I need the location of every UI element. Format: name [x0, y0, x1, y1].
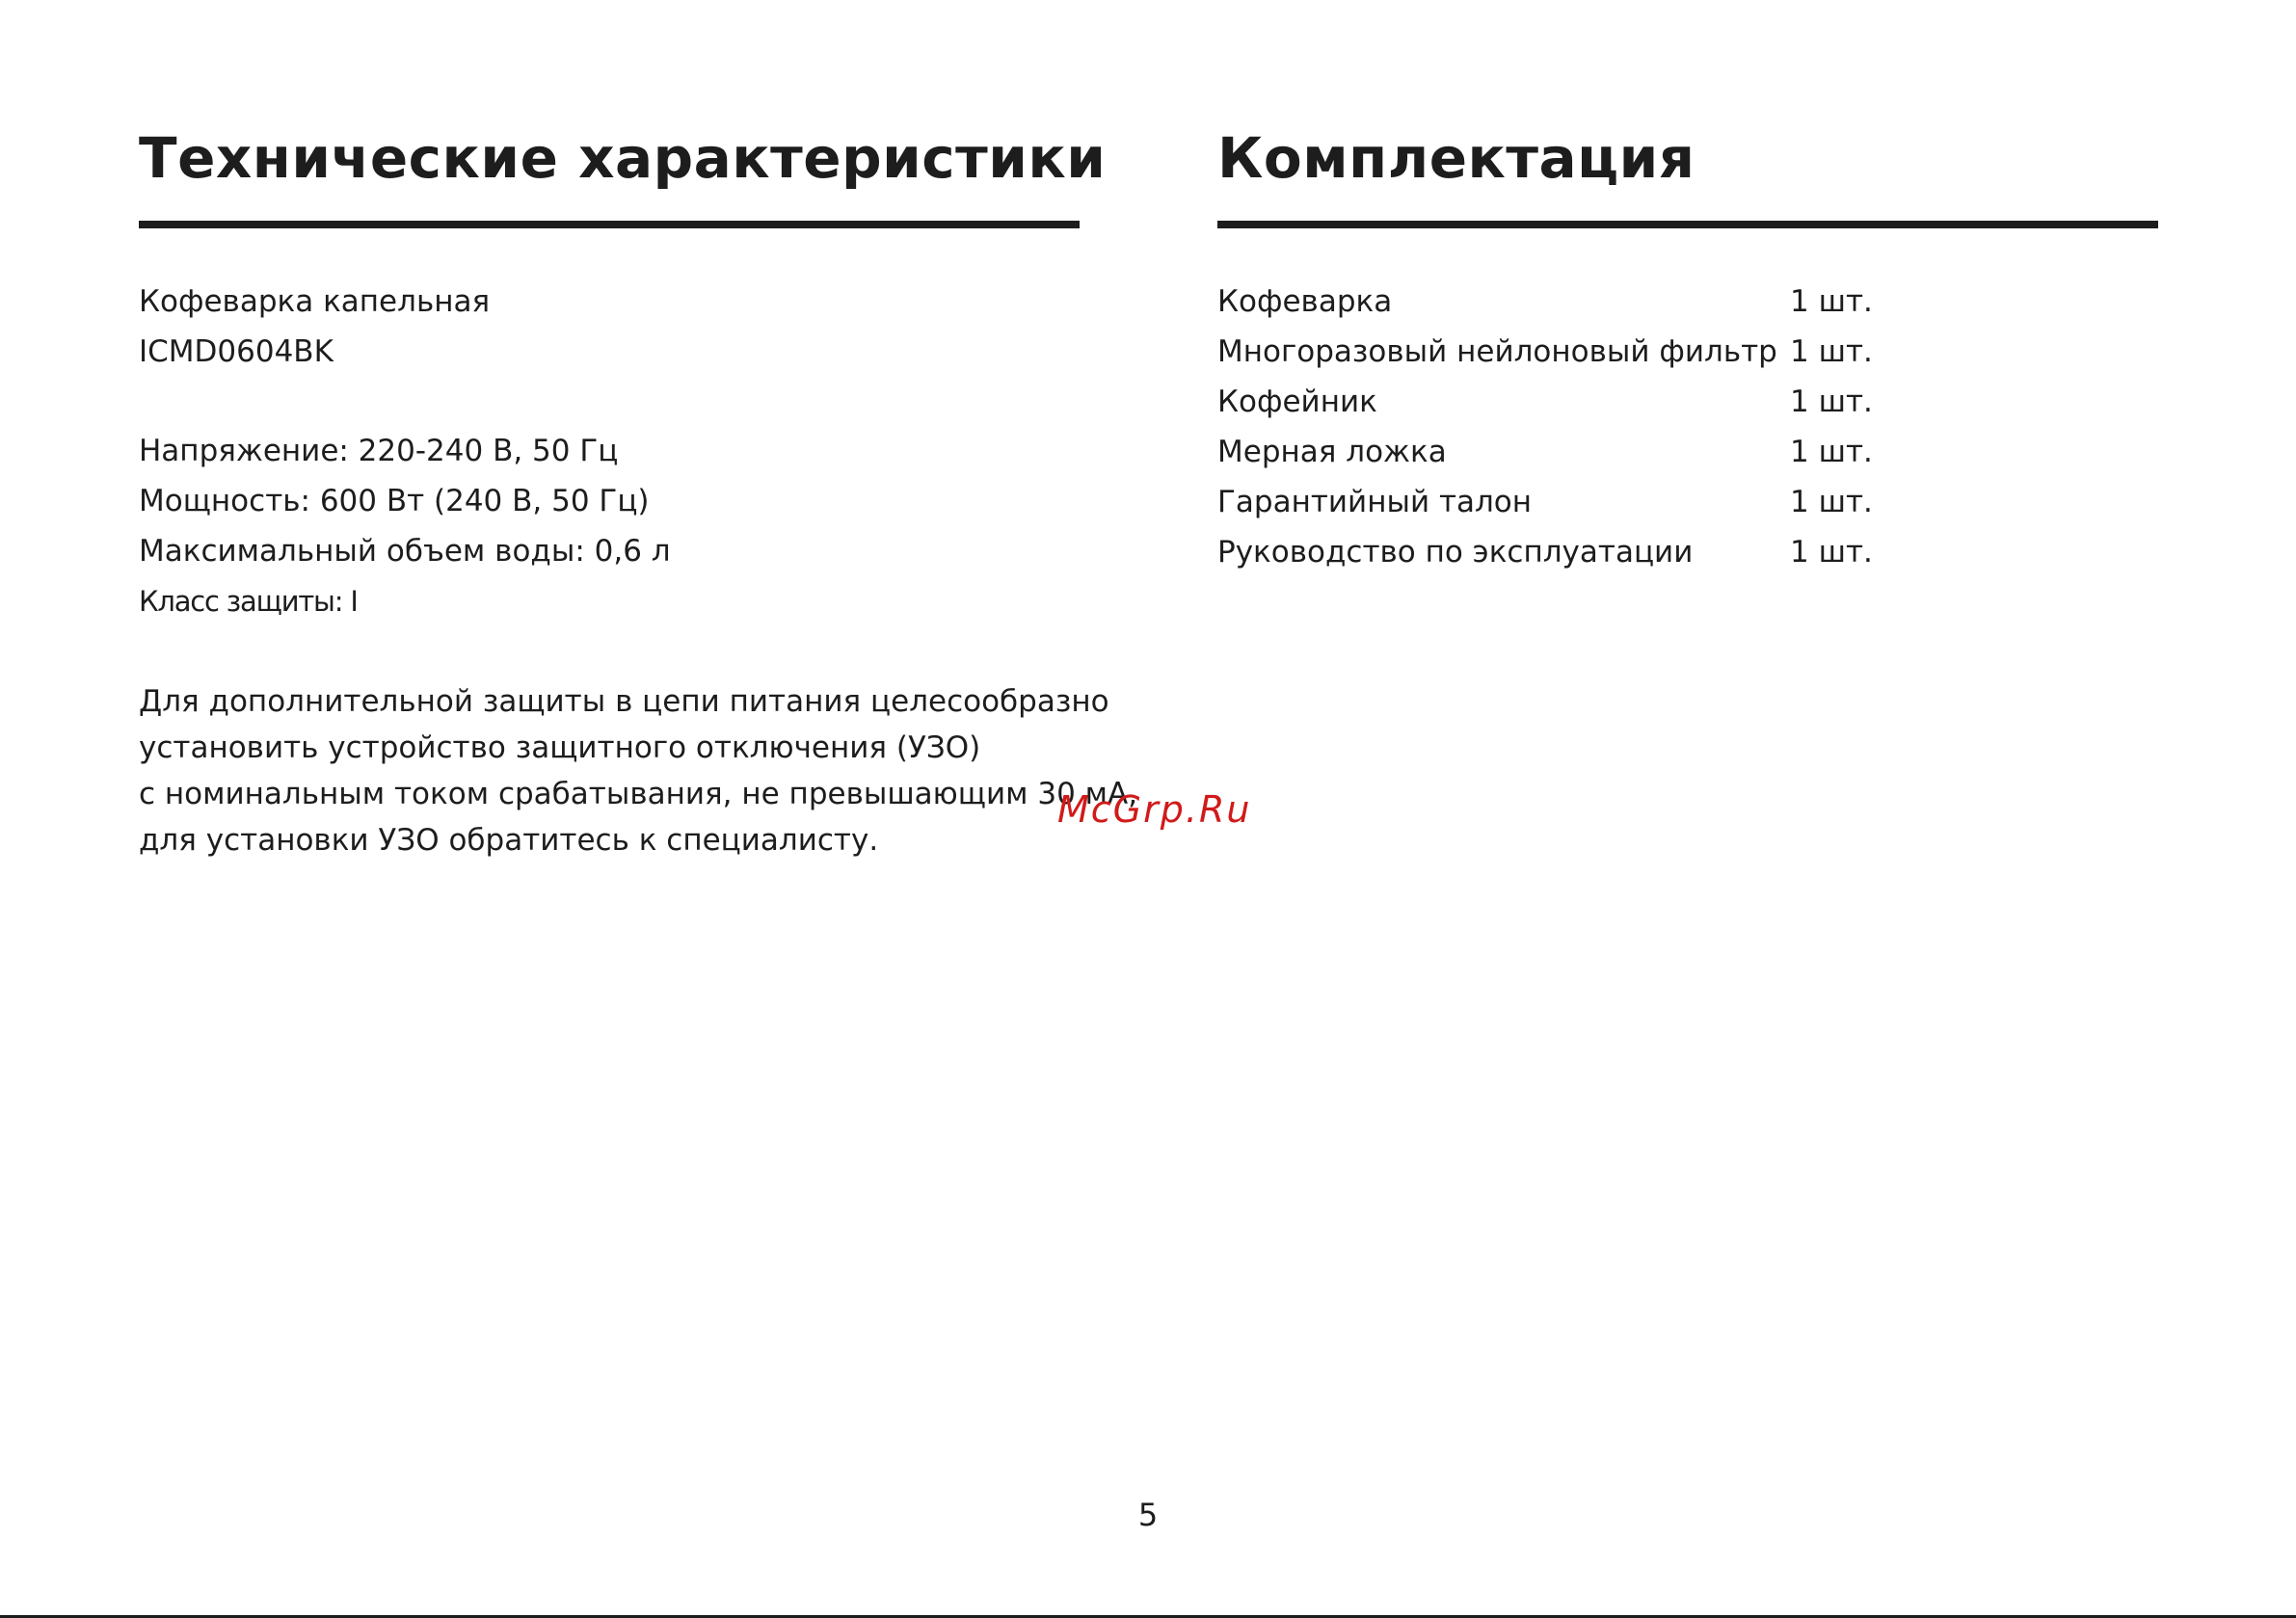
- specifications-heading-rule: [139, 221, 1080, 228]
- contents-item: [1217, 527, 1989, 577]
- package-contents-heading: Комплектация: [1217, 125, 1695, 191]
- contents-item-quantity: 1 шт.: [1790, 284, 1873, 319]
- product-type-line: Кофеварка капельная: [139, 284, 491, 319]
- safety-note-line: установить устройство защитного отключения (УЗО): [139, 730, 981, 765]
- contents-item-name: Гарантийный талон: [1217, 485, 1533, 519]
- contents-item: [1217, 277, 1989, 327]
- contents-item: [1217, 427, 1989, 477]
- contents-item-name: Кофейник: [1217, 385, 1377, 419]
- contents-item-quantity: 1 шт.: [1790, 485, 1873, 519]
- spec-power: Мощность: 600 Вт (240 В, 50 Гц): [139, 484, 650, 518]
- contents-item-quantity: 1 шт.: [1790, 435, 1873, 469]
- specifications-heading: Технические характеристики: [139, 125, 1107, 191]
- package-contents-heading-rule: [1217, 221, 2158, 228]
- safety-note-line: Для дополнительной защиты в цепи питания целесообразно: [139, 684, 1109, 719]
- spec-list: [139, 426, 671, 626]
- contents-item: [1217, 327, 1989, 377]
- contents-item-name: Кофеварка: [1217, 284, 1393, 319]
- contents-item-name: Многоразовый нейлоновый фильтр: [1217, 334, 1777, 369]
- spec-water-volume: Максимальный объем воды: 0,6 л: [139, 534, 671, 569]
- contents-item-quantity: 1 шт.: [1790, 535, 1873, 570]
- contents-item: [1217, 477, 1989, 527]
- contents-item-name: Мерная ложка: [1217, 435, 1447, 469]
- safety-note: [139, 678, 1137, 863]
- page-number: 5: [1137, 1497, 1159, 1533]
- model-block: [139, 277, 490, 377]
- safety-note-line: с номинальным током срабатывания, не превышающим 30 мА,: [139, 777, 1138, 811]
- package-contents-list: [1217, 277, 1989, 577]
- watermark: McGrp.Ru: [1057, 788, 1252, 831]
- safety-note-line: для установки УЗО обратитесь к специалисту.: [139, 823, 879, 858]
- spec-protection-class: Класс защиты: I: [139, 585, 358, 618]
- model-number-line: ICMD0604BK: [139, 334, 334, 369]
- contents-item: [1217, 377, 1989, 427]
- contents-item-quantity: 1 шт.: [1790, 334, 1873, 369]
- contents-item-quantity: 1 шт.: [1790, 385, 1873, 419]
- contents-item-name: Руководство по эксплуатации: [1217, 535, 1694, 570]
- spec-voltage: Напряжение: 220-240 В, 50 Гц: [139, 434, 619, 468]
